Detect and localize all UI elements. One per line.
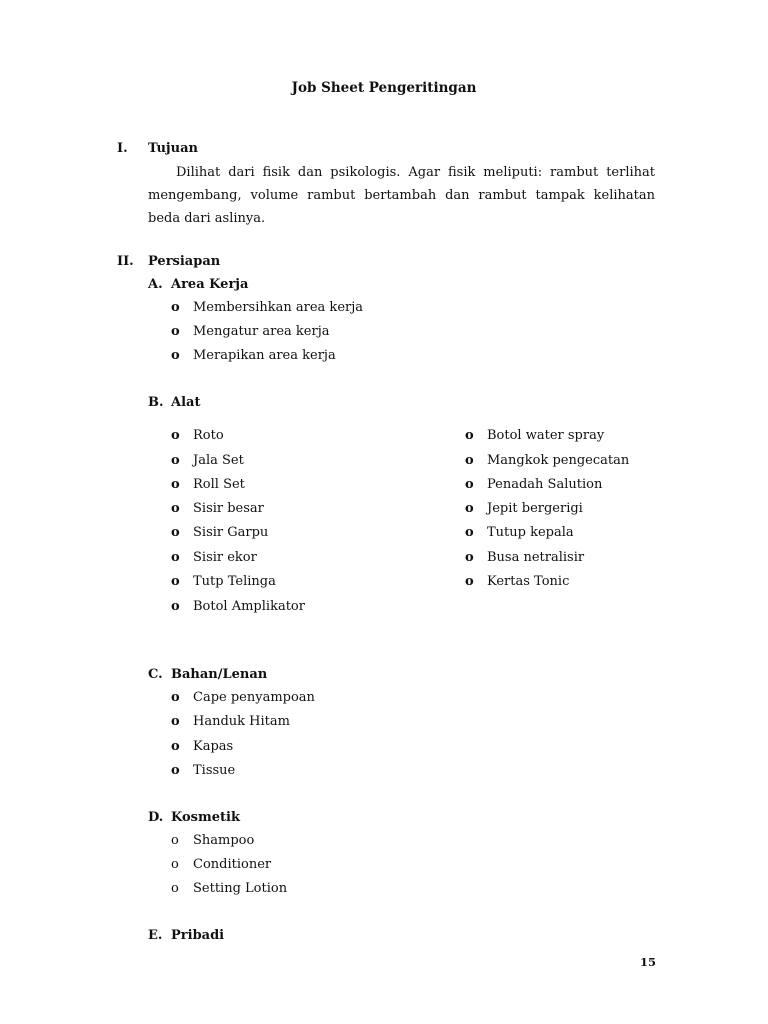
bullet-marker: o [465,501,474,516]
bullet-marker: o [171,428,180,443]
bullet-marker: o [171,501,180,516]
list-item-text: Roto [193,428,224,443]
bullet-marker: o [171,857,179,872]
list-item-text: Penadah Salution [487,477,603,492]
list-item-text: Kertas Tonic [487,574,570,589]
subsection-label-pribadi: E. [148,928,163,943]
list-item-text: Tissue [193,763,236,778]
section-title-persiapan: Persiapan [148,254,221,269]
list-item-text: Jala Set [193,453,244,468]
bullet-marker: o [465,428,474,443]
bullet-marker: o [171,477,180,492]
bullet-marker: o [465,550,474,565]
list-item-text: Busa netralisir [487,550,585,565]
bullet-marker: o [171,574,180,589]
list-item-text: Kapas [193,739,234,754]
bullet-marker: o [171,525,180,540]
page-number: 15 [640,955,657,969]
bullet-marker: o [171,763,180,778]
subsection-label-area-kerja: A. [148,277,163,292]
bullet-marker: o [171,324,180,339]
list-item-text: Membersihkan area kerja [193,300,364,315]
bullet-marker: o [171,453,180,468]
subsection-title-kosmetik: Kosmetik [171,810,240,825]
section-number-persiapan: II. [117,254,134,269]
bullet-marker: o [171,833,179,848]
list-item-text: Botol water spray [487,428,605,443]
subsection-title-alat: Alat [171,395,201,410]
list-item-text: Sisir Garpu [193,525,269,540]
list-item-text: Conditioner [193,857,272,872]
list-item-text: Mengatur area kerja [193,324,330,339]
subsection-title-bahan: Bahan/Lenan [171,667,268,682]
subsection-label-kosmetik: D. [148,810,164,825]
list-item-text: Jepit bergerigi [487,501,583,516]
subsection-title-area-kerja: Area Kerja [171,277,249,292]
bullet-marker: o [171,739,180,754]
list-item-text: Tutp Telinga [193,574,276,589]
bullet-marker: o [465,574,474,589]
bullet-marker: o [465,525,474,540]
bullet-marker: o [171,348,180,363]
list-item-text: Mangkok pengecatan [487,453,630,468]
bullet-marker: o [171,690,180,705]
list-item-text: Tutup kepala [487,525,574,540]
subsection-label-alat: B. [148,395,164,410]
list-item-text: Setting Lotion [193,881,288,896]
list-item-text: Handuk Hitam [193,714,290,729]
list-item-text: Shampoo [193,833,255,848]
subsection-title-pribadi: Pribadi [171,928,225,943]
bullet-marker: o [171,550,180,565]
list-item-text: Botol Amplikator [193,599,305,614]
bullet-marker: o [465,453,474,468]
list-item-text: Cape penyampoan [193,690,315,705]
bullet-marker: o [171,599,180,614]
bullet-marker: o [171,300,180,315]
bullet-marker: o [171,714,180,729]
list-item-text: Merapikan area kerja [193,348,336,363]
subsection-label-bahan: C. [148,667,163,682]
list-item-text: Sisir besar [193,501,264,516]
tujuan-paragraph: Dilihat dari fisik dan psikologis. Agar fisik meliputi: rambut terlihat mengembang, volume rambut bertambah dan rambut tampak kelihatan beda dari aslinya. [148,165,655,226]
list-item-text: Roll Set [193,477,245,492]
list-item-text: Sisir ekor [193,550,257,565]
document-title: Job Sheet Pengeritingan [291,80,477,96]
bullet-marker: o [465,477,474,492]
bullet-marker: o [171,881,179,896]
section-number-tujuan: I. [117,141,128,156]
section-title-tujuan: Tujuan [148,141,198,156]
